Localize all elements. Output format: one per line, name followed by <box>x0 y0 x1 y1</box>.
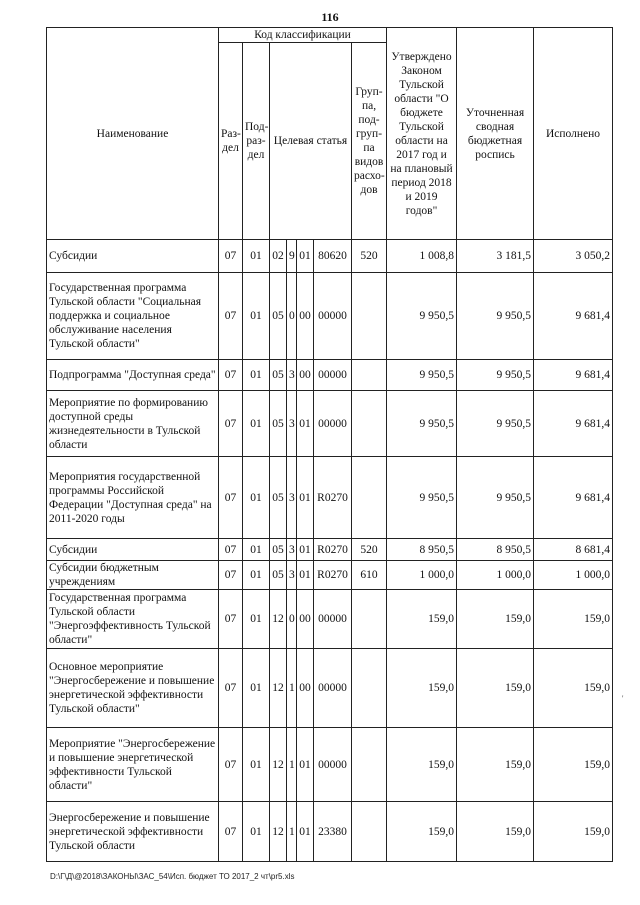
table-row <box>47 561 613 590</box>
row-razdel: 07 <box>219 590 243 649</box>
row-target-direction: 00000 <box>314 273 352 360</box>
row-expense-group <box>352 590 387 649</box>
table-row <box>47 649 613 728</box>
row-executed: 8 681,4 <box>534 539 613 561</box>
row-target-program: 05 <box>270 561 287 590</box>
table-row <box>47 391 613 457</box>
row-refined: 9 950,5 <box>457 273 534 360</box>
budget-table <box>46 27 613 862</box>
row-razdel: 07 <box>219 391 243 457</box>
header-classification: Код классификации <box>219 28 387 43</box>
row-target-subprogram: 3 <box>287 391 297 457</box>
row-target-program: 12 <box>270 590 287 649</box>
row-approved: 8 950,5 <box>387 539 457 561</box>
row-target-main-event: 01 <box>297 539 314 561</box>
row-name: Государственная программа Тульской области "Энергоэффективность Тульской области" <box>47 590 219 649</box>
row-razdel: 07 <box>219 561 243 590</box>
row-approved: 1 000,0 <box>387 561 457 590</box>
row-refined: 3 181,5 <box>457 240 534 273</box>
row-expense-group: 610 <box>352 561 387 590</box>
row-refined: 9 950,5 <box>457 457 534 539</box>
row-podrazdel: 01 <box>243 360 270 391</box>
row-target-main-event: 01 <box>297 802 314 862</box>
row-refined: 159,0 <box>457 590 534 649</box>
table-row <box>47 457 613 539</box>
table-row <box>47 240 613 273</box>
header-expense-group: Груп- па, под- груп- па видов расхо- дов <box>352 43 387 240</box>
row-target-direction: R0270 <box>314 457 352 539</box>
row-executed: 9 681,4 <box>534 457 613 539</box>
row-podrazdel: 01 <box>243 539 270 561</box>
row-approved: 159,0 <box>387 590 457 649</box>
row-razdel: 07 <box>219 360 243 391</box>
header-target-article: Целевая статья <box>270 43 352 240</box>
row-name: Мероприятие "Энергосбережение и повышение энергетической эффективности Тульской области" <box>47 728 219 802</box>
row-target-subprogram: 3 <box>287 539 297 561</box>
row-podrazdel: 01 <box>243 240 270 273</box>
header-refined: Уточненная сводная бюджетная роспись <box>457 28 534 240</box>
row-expense-group <box>352 360 387 391</box>
row-expense-group <box>352 273 387 360</box>
header-executed: Исполнено <box>534 28 613 240</box>
row-target-main-event: 00 <box>297 360 314 391</box>
row-expense-group: 520 <box>352 240 387 273</box>
row-target-direction: R0270 <box>314 561 352 590</box>
row-podrazdel: 01 <box>243 802 270 862</box>
row-name: Энергосбережение и повышение энергетической эффективности Тульской области <box>47 802 219 862</box>
row-target-subprogram: 1 <box>287 802 297 862</box>
row-name: Субсидии <box>47 539 219 561</box>
table-row <box>47 360 613 391</box>
row-podrazdel: 01 <box>243 391 270 457</box>
edge-mark: ' <box>622 694 624 703</box>
row-executed: 159,0 <box>534 728 613 802</box>
row-podrazdel: 01 <box>243 561 270 590</box>
row-target-subprogram: 0 <box>287 590 297 649</box>
row-target-main-event: 00 <box>297 590 314 649</box>
row-target-direction: 00000 <box>314 590 352 649</box>
row-target-direction: 00000 <box>314 728 352 802</box>
row-razdel: 07 <box>219 240 243 273</box>
row-executed: 3 050,2 <box>534 240 613 273</box>
row-executed: 9 681,4 <box>534 391 613 457</box>
row-target-main-event: 01 <box>297 728 314 802</box>
row-podrazdel: 01 <box>243 457 270 539</box>
row-name: Мероприятия государственной программы Российской Федерации "Доступная среда" на 2011-2020 годы <box>47 457 219 539</box>
row-target-program: 12 <box>270 649 287 728</box>
row-target-main-event: 01 <box>297 240 314 273</box>
row-executed: 9 681,4 <box>534 273 613 360</box>
header-razdel: Раз- дел <box>219 43 243 240</box>
row-target-program: 05 <box>270 457 287 539</box>
table-row <box>47 273 613 360</box>
table-row <box>47 728 613 802</box>
row-expense-group <box>352 391 387 457</box>
row-target-program: 05 <box>270 273 287 360</box>
row-expense-group: 520 <box>352 539 387 561</box>
row-refined: 8 950,5 <box>457 539 534 561</box>
row-target-main-event: 01 <box>297 391 314 457</box>
row-expense-group <box>352 457 387 539</box>
row-target-main-event: 01 <box>297 561 314 590</box>
row-refined: 159,0 <box>457 728 534 802</box>
row-target-direction: 80620 <box>314 240 352 273</box>
row-razdel: 07 <box>219 457 243 539</box>
row-name: Мероприятие по формированию доступной среды жизнедеятельности в Тульской области <box>47 391 219 457</box>
row-razdel: 07 <box>219 539 243 561</box>
row-podrazdel: 01 <box>243 273 270 360</box>
row-target-program: 12 <box>270 802 287 862</box>
row-podrazdel: 01 <box>243 590 270 649</box>
table-row <box>47 590 613 649</box>
row-razdel: 07 <box>219 273 243 360</box>
row-approved: 159,0 <box>387 728 457 802</box>
row-target-main-event: 00 <box>297 273 314 360</box>
row-expense-group <box>352 649 387 728</box>
row-target-subprogram: 3 <box>287 457 297 539</box>
row-approved: 159,0 <box>387 649 457 728</box>
table-row <box>47 539 613 561</box>
row-target-program: 05 <box>270 539 287 561</box>
row-refined: 159,0 <box>457 802 534 862</box>
row-target-program: 05 <box>270 391 287 457</box>
row-target-main-event: 00 <box>297 649 314 728</box>
row-target-subprogram: 1 <box>287 649 297 728</box>
row-refined: 1 000,0 <box>457 561 534 590</box>
row-target-program: 12 <box>270 728 287 802</box>
row-name: Государственная программа Тульской области "Социальная поддержка и социальное обслуживание населения Тульской области" <box>47 273 219 360</box>
row-target-program: 02 <box>270 240 287 273</box>
row-approved: 159,0 <box>387 802 457 862</box>
header-name: Наименование <box>47 28 219 240</box>
row-executed: 159,0 <box>534 649 613 728</box>
header-approved: Утверждено Законом Тульской области "О бюджете Тульской области на 2017 год и на плановый период 2018 и 2019 годов" <box>387 28 457 240</box>
row-razdel: 07 <box>219 649 243 728</box>
row-target-direction: R0270 <box>314 539 352 561</box>
row-podrazdel: 01 <box>243 649 270 728</box>
row-refined: 9 950,5 <box>457 391 534 457</box>
row-target-direction: 23380 <box>314 802 352 862</box>
row-name: Субсидии <box>47 240 219 273</box>
row-target-subprogram: 1 <box>287 728 297 802</box>
row-approved: 9 950,5 <box>387 273 457 360</box>
row-executed: 159,0 <box>534 590 613 649</box>
row-razdel: 07 <box>219 728 243 802</box>
row-name: Основное мероприятие "Энергосбережение и повышение энергетической эффективности Тульской области" <box>47 649 219 728</box>
row-executed: 159,0 <box>534 802 613 862</box>
row-target-subprogram: 0 <box>287 273 297 360</box>
row-target-direction: 00000 <box>314 360 352 391</box>
row-target-subprogram: 3 <box>287 360 297 391</box>
row-razdel: 07 <box>219 802 243 862</box>
page-number: 116 <box>321 10 339 24</box>
row-name: Субсидии бюджетным учреждениям <box>47 561 219 590</box>
row-expense-group <box>352 728 387 802</box>
header-podrazdel: Под- раз- дел <box>243 43 270 240</box>
row-target-direction: 00000 <box>314 649 352 728</box>
row-target-subprogram: 9 <box>287 240 297 273</box>
row-approved: 9 950,5 <box>387 391 457 457</box>
row-executed: 9 681,4 <box>534 360 613 391</box>
row-refined: 159,0 <box>457 649 534 728</box>
row-target-direction: 00000 <box>314 391 352 457</box>
row-executed: 1 000,0 <box>534 561 613 590</box>
row-approved: 9 950,5 <box>387 457 457 539</box>
row-name: Подпрограмма "Доступная среда" <box>47 360 219 391</box>
row-approved: 9 950,5 <box>387 360 457 391</box>
table-row <box>47 802 613 862</box>
row-expense-group <box>352 802 387 862</box>
row-podrazdel: 01 <box>243 728 270 802</box>
row-refined: 9 950,5 <box>457 360 534 391</box>
row-approved: 1 008,8 <box>387 240 457 273</box>
file-path-footer: D:\Г\Д\@2018\ЗАКОНЫ\ЗАС_54\Исп. бюджет ТО 2017_2 чт\pr5.xls <box>50 872 295 881</box>
row-target-main-event: 01 <box>297 457 314 539</box>
row-target-program: 05 <box>270 360 287 391</box>
row-target-subprogram: 3 <box>287 561 297 590</box>
